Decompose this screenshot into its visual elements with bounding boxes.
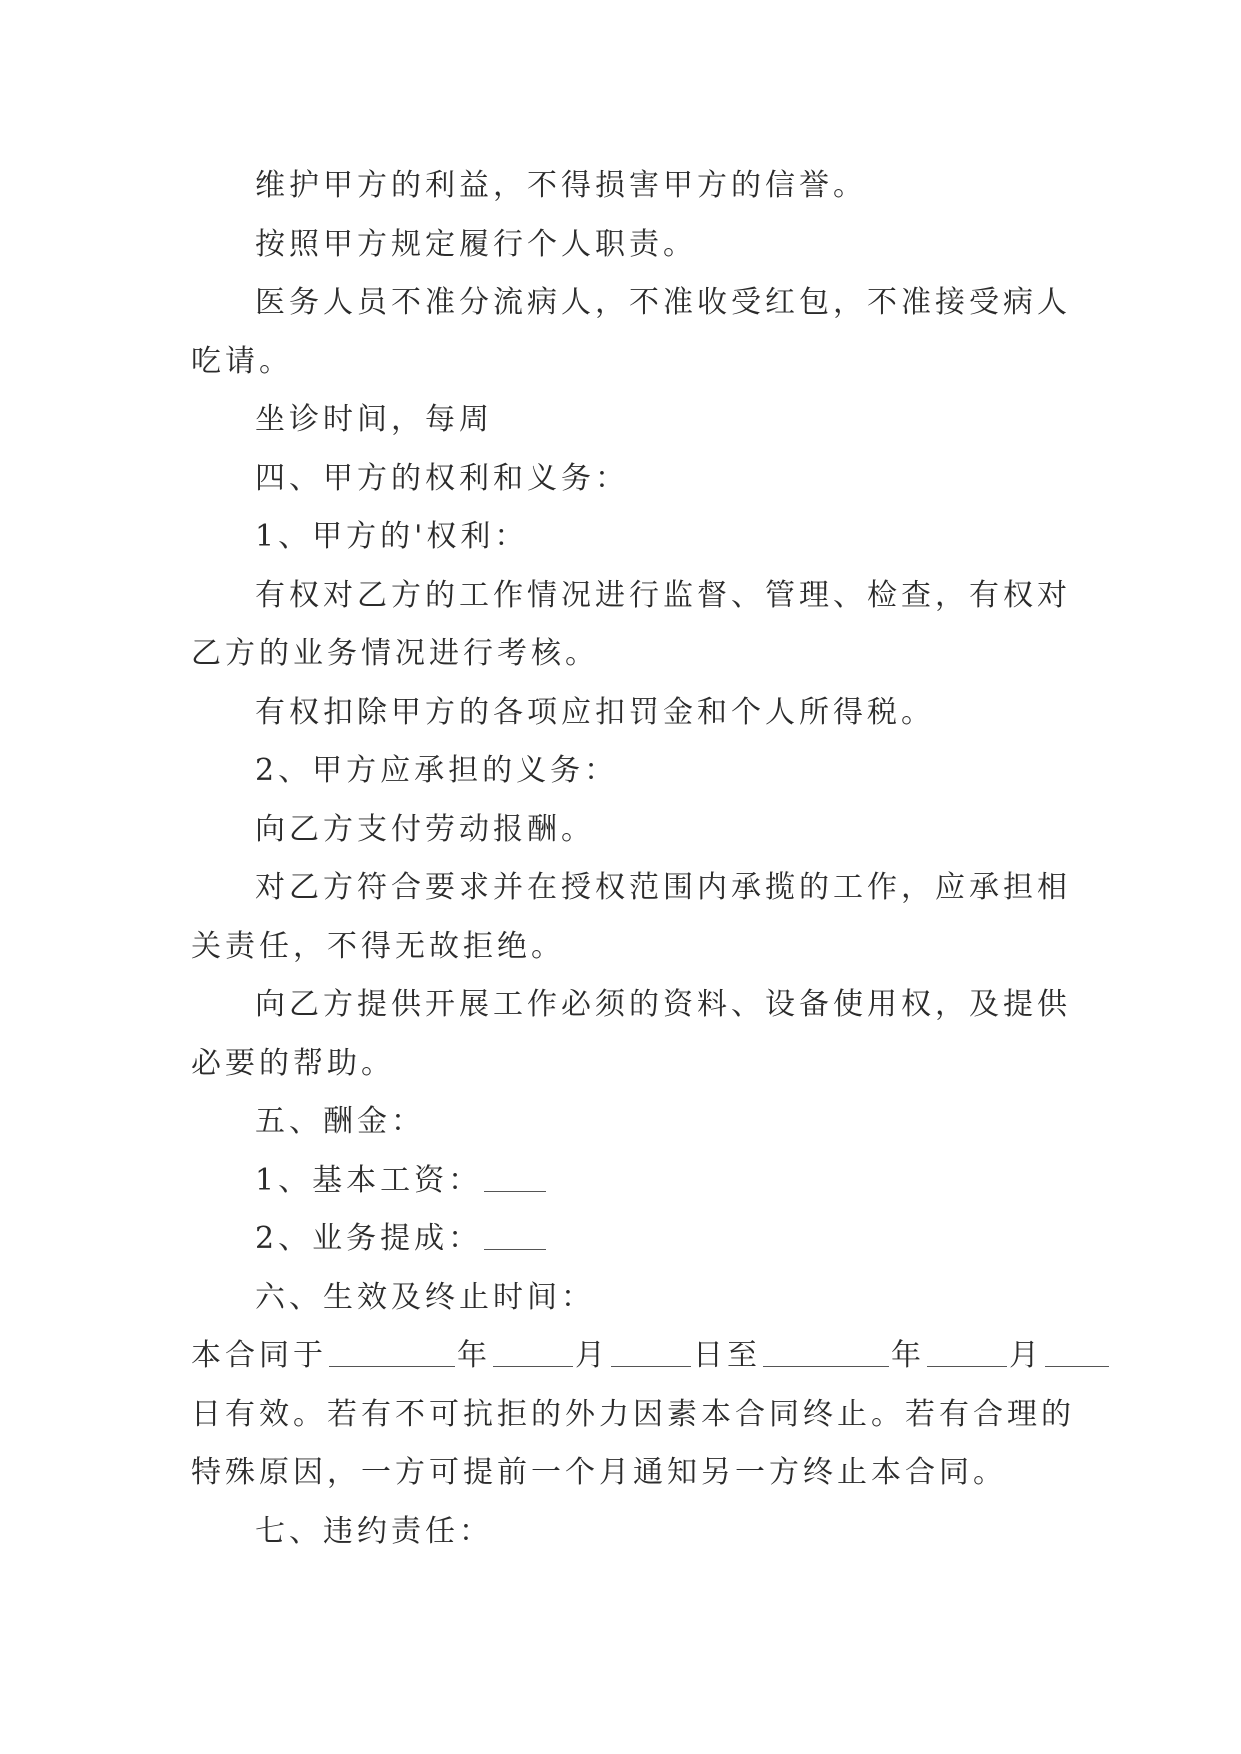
section-heading: 四、甲方的权利和义务： <box>255 460 629 496</box>
end-year-blank <box>763 1346 889 1367</box>
basic-salary-blank <box>484 1171 546 1192</box>
section-heading: 六、生效及终止时间： <box>255 1279 595 1315</box>
paragraph-line: 有权对乙方的工作情况进行监督、管理、检查，有权对 <box>255 577 1071 613</box>
end-month-blank <box>927 1346 1007 1367</box>
commission-blank <box>484 1229 546 1250</box>
paragraph-line: 关责任，不得无故拒绝。 <box>191 928 565 964</box>
paragraph-line: 特殊原因，一方可提前一个月通知另一方终止本合同。 <box>191 1455 1007 1490</box>
paragraph-line: 吃请。 <box>191 343 293 379</box>
document-body <box>191 157 1075 1561</box>
term-day-to-label: 日至 <box>693 1338 761 1373</box>
end-day-blank <box>1045 1346 1109 1367</box>
paragraph-line: 维护甲方的利益，不得损害甲方的信誉。 <box>255 168 867 203</box>
paragraph-line: 向乙方提供开展工作必须的资料、设备使用权，及提供 <box>255 987 1071 1022</box>
paragraph-line: 日有效。若有不可抗拒的外力因素本合同终止。若有合理的 <box>191 1396 1075 1432</box>
subsection-heading: 1、甲方的'权利： <box>255 519 529 554</box>
term-line <box>191 1327 1051 1386</box>
start-month-blank <box>493 1346 573 1367</box>
subsection-heading: 2、甲方应承担的义务： <box>255 753 619 788</box>
section-heading: 五、酬金： <box>255 1104 425 1139</box>
paragraph-line: 坐诊时间，每周 <box>255 402 493 437</box>
paragraph-line: 医务人员不准分流病人，不准收受红包，不准接受病人 <box>255 285 1071 320</box>
paragraph-line: 按照甲方规定履行个人职责。 <box>255 226 697 262</box>
section-heading: 七、违约责任： <box>255 1513 493 1549</box>
start-day-blank <box>611 1346 691 1367</box>
paragraph-line: 乙方的业务情况进行考核。 <box>191 636 599 671</box>
commission-label: 2、业务提成： <box>255 1221 483 1256</box>
term-year2-label: 年 <box>891 1338 925 1373</box>
term-year-label: 年 <box>457 1338 491 1373</box>
paragraph-line: 向乙方支付劳动报酬。 <box>255 811 595 847</box>
paragraph-line: 对乙方符合要求并在授权范围内承揽的工作，应承担相 <box>255 870 1071 905</box>
commission-line <box>191 1210 1051 1269</box>
start-year-blank <box>329 1346 455 1367</box>
term-month2-label: 月 <box>1009 1338 1043 1373</box>
paragraph-line: 必要的帮助。 <box>191 1045 395 1081</box>
basic-salary-line <box>191 1152 1051 1211</box>
paragraph-line: 有权扣除甲方的各项应扣罚金和个人所得税。 <box>255 694 935 730</box>
term-prefix: 本合同于 <box>191 1338 327 1373</box>
basic-salary-label: 1、基本工资： <box>255 1162 483 1198</box>
term-month-label: 月 <box>575 1338 609 1373</box>
